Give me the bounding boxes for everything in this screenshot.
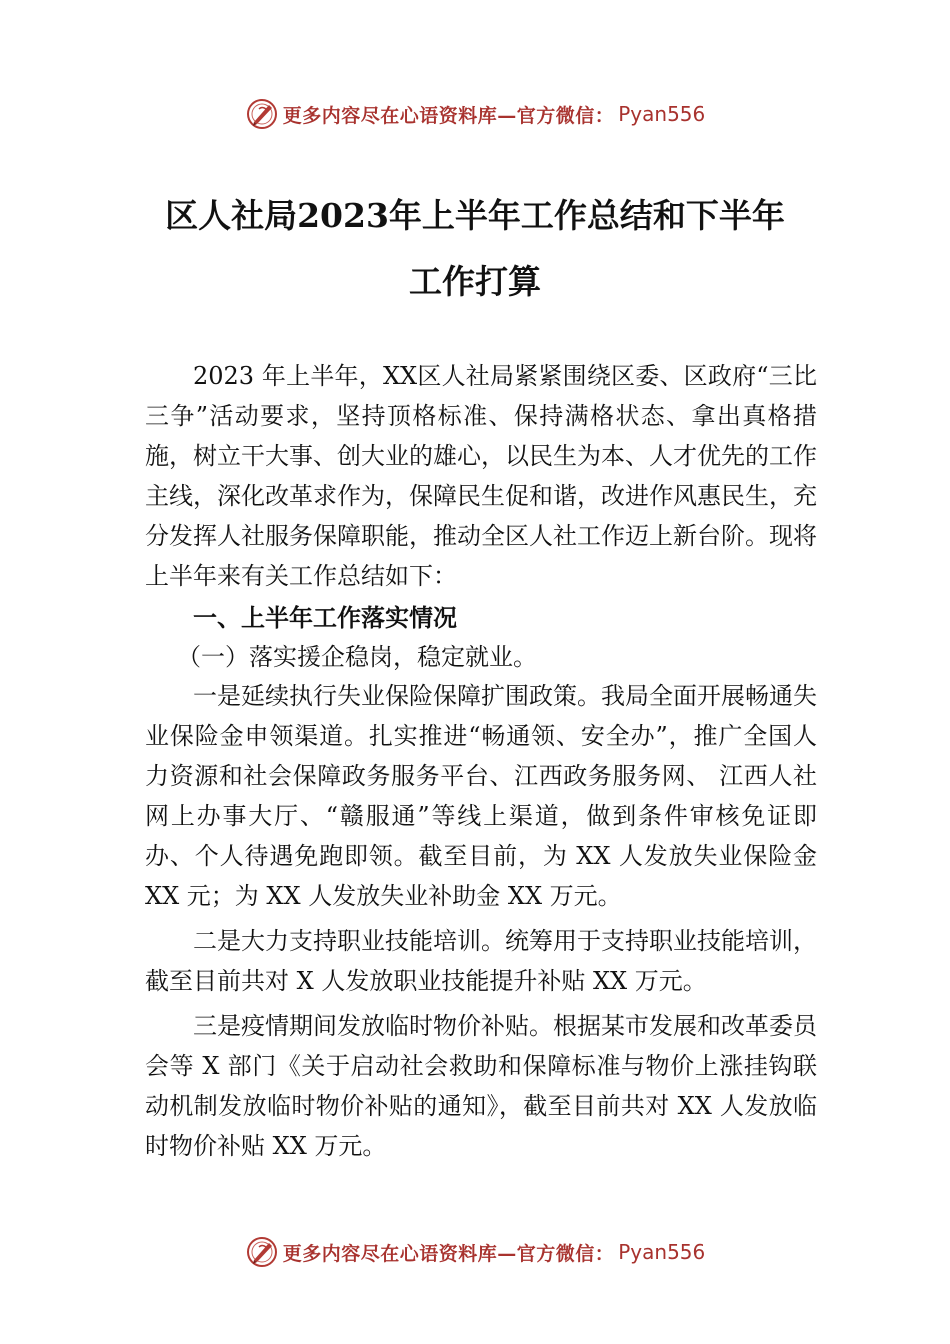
brand-logo-icon xyxy=(245,1235,279,1269)
watermark-text: 更多内容尽在心语资料库—官方微信： xyxy=(282,1242,615,1265)
document-title-line-1: 区人社局2023年上半年工作总结和下半年 xyxy=(165,196,785,235)
brand-logo-icon xyxy=(245,97,279,131)
watermark-wechat-id: Pyan556 xyxy=(618,1240,706,1264)
body-paragraph-3: 三是疫情期间发放临时物价补贴。根据某市发展和改革委员会等 X 部门《关于启动社会救助和保障标准与物价上涨挂钩联动机制发放临时物价补贴的通知》，截至目前共对 XX 人发放临时物价补贴 XX 万元。 xyxy=(145,1012,817,1160)
intro-paragraph: 2023 年上半年，XX区人社局紧紧围绕区委、区政府“三比三争”活动要求，坚持顶格标准、保持满格状态、拿出真格措施，树立干大事、创大业的雄心，以民生为本、人才优先的工作主线，深化改革求作为，保障民生促和谐，改进作风惠民生，充分发挥人社服务保障职能，推动全区人社工作迈上新台阶。现将上半年来有关工作总结如下： xyxy=(145,362,817,590)
document-title-line-2: 工作打算 xyxy=(409,262,541,301)
section-heading: 一、上半年工作落实情况 xyxy=(193,604,457,632)
bottom-watermark xyxy=(0,1232,950,1272)
body-paragraph-1: 一是延续执行失业保险保障扩围政策。我局全面开展畅通失业保险金申领渠道。扎实推进“畅通领、安全办”，推广全国人力资源和社会保障政务服务平台、江西政务服务网、 江西人社网上办事大厅、“赣服通”等线上渠道，做到条件审核免证即办、个人待遇免跑即领。截至目前，为 XX 人发放失业保险金 XX 元；为 XX 人发放失业补助金 XX 万元。 xyxy=(145,682,817,910)
top-watermark xyxy=(0,94,950,134)
subsection-heading: （一）落实援企稳岗，稳定就业。 xyxy=(177,643,537,671)
watermark-text: 更多内容尽在心语资料库—官方微信： xyxy=(282,104,615,127)
document-body xyxy=(145,356,817,1166)
body-paragraph-2: 二是大力支持职业技能培训。统筹用于支持职业技能培训，截至目前共对 X 人发放职业技能提升补贴 XX 万元。 xyxy=(145,927,817,995)
watermark-wechat-id: Pyan556 xyxy=(618,102,706,126)
